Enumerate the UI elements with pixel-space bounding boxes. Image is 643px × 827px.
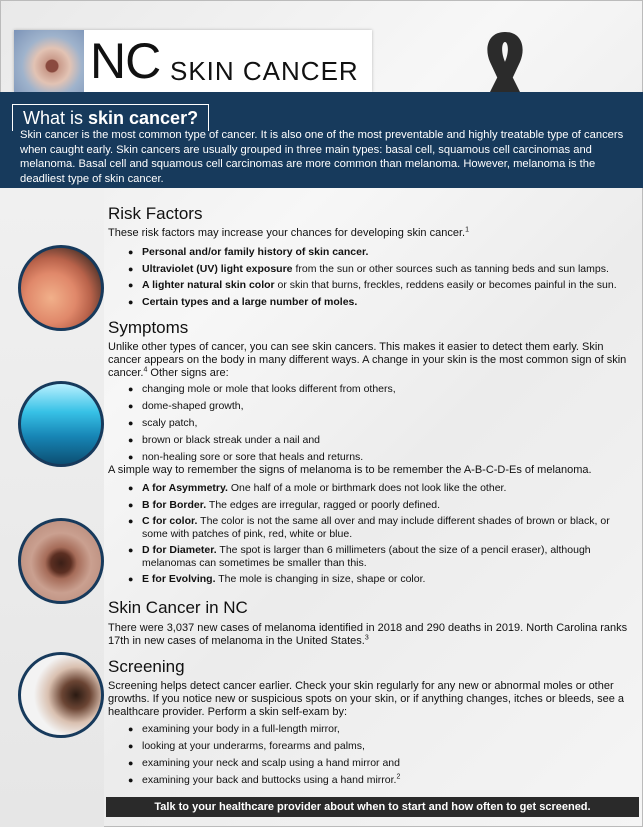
list-item: ● C for color. The color is not the same all over and may include different shades of brown or black, or some with patches of pink, red, white or blue. bbox=[128, 515, 628, 540]
list-item: ● examining your back and buttocks using a hand mirror.$^2$ bbox=[128, 774, 628, 787]
list-item: ● A lighter natural skin color or skin that burns, freckles, reddens easily or becomes painful in the sun. bbox=[128, 279, 628, 292]
nc-body: There were 3,037 new cases of melanoma identified in 2018 and 290 deaths in 2019. North Carolina ranks 17th in new cases of melanoma in the United States.$^3$ bbox=[108, 622, 628, 647]
list-item: ● scaly patch, bbox=[128, 417, 628, 430]
symptoms-heading: Symptoms bbox=[108, 318, 189, 337]
tanning-bed-photo bbox=[18, 381, 104, 467]
header-title: SKIN CANCER bbox=[170, 56, 359, 86]
intro-heading: What is skin cancer? bbox=[12, 104, 209, 131]
header-title-box bbox=[14, 30, 372, 92]
nc-heading: Skin Cancer in NC bbox=[108, 598, 248, 617]
symptoms-list bbox=[128, 383, 628, 464]
symptoms-intro: Unlike other types of cancer, you can see skin cancers. This makes it easier to detect them early. Skin cancer appears on the body in many different ways. A change in your skin is the most common sign of skin cancer.$^4$ Other signs are: bbox=[108, 341, 627, 379]
list-item: ● B for Border. The edges are irregular, ragged or poorly defined. bbox=[128, 499, 628, 512]
header-nc: NC bbox=[90, 33, 161, 89]
list-item: ● brown or black streak under a nail and bbox=[128, 434, 628, 447]
list-item: ● Certain types and a large number of moles. bbox=[128, 296, 628, 309]
list-item: ● examining your neck and scalp using a hand mirror and bbox=[128, 757, 628, 770]
list-item: ● looking at your underarms, forearms and palms, bbox=[128, 740, 628, 753]
abcde-intro: A simple way to remember the signs of melanoma is to be remember the A-B-C-D-Es of melanoma. bbox=[108, 464, 592, 476]
list-item: ● A for Asymmetry. One half of a mole or birthmark does not look like the other. bbox=[128, 482, 628, 495]
sunburn-photo bbox=[18, 245, 104, 331]
risk-factors-list bbox=[128, 246, 628, 308]
risk-factors-heading: Risk Factors bbox=[108, 204, 203, 223]
screening-body: Screening helps detect cancer earlier. Check your skin regularly for any new or abnormal moles or other growths. If you notice new or suspicious spots on your skin, or if anything changes, itches or bleeds, see a healthcare provider. Perform a skin self-exam by: bbox=[108, 680, 625, 718]
skin-screening-photo bbox=[18, 652, 104, 738]
screening-list bbox=[128, 723, 628, 787]
list-item: ● Personal and/or family history of skin cancer. bbox=[128, 246, 628, 259]
skin-exam-photo bbox=[14, 30, 84, 92]
list-item: ● D for Diameter. The spot is larger than 6 millimeters (about the size of a pencil eraser), although melanomas can sometimes be smaller than this. bbox=[128, 544, 628, 569]
screening-heading: Screening bbox=[108, 657, 185, 676]
risk-factors-intro: These risk factors may increase your chances for developing skin cancer.$^1$ bbox=[108, 226, 469, 239]
intro-body: Skin cancer is the most common type of cancer. It is also one of the most preventable and highly treatable type of cancers when caught early. Skin cancers are usually grouped in three main types: basal cell, squamous cell carcinomas and melanoma. Basal cell and squamous cell carcinomas are more common than melanoma. However, melanoma is the deadliest type of skin cancer. bbox=[20, 129, 624, 185]
list-item: ● Ultraviolet (UV) light exposure from the sun or other sources such as tanning beds and sun lamps. bbox=[128, 263, 628, 276]
list-item: ● changing mole or mole that looks different from others, bbox=[128, 383, 628, 396]
list-item: ● E for Evolving. The mole is changing in size, shape or color. bbox=[128, 573, 628, 586]
abcde-list bbox=[128, 482, 628, 586]
melanoma-photo bbox=[18, 518, 104, 604]
list-item: ● examining your body in a full-length mirror, bbox=[128, 723, 628, 736]
list-item: ● non-healing sore or sore that heals and returns. bbox=[128, 451, 628, 464]
list-item: ● dome-shaped growth, bbox=[128, 400, 628, 413]
footer-banner: Talk to your healthcare provider about when to start and how often to get screened. bbox=[106, 797, 639, 817]
